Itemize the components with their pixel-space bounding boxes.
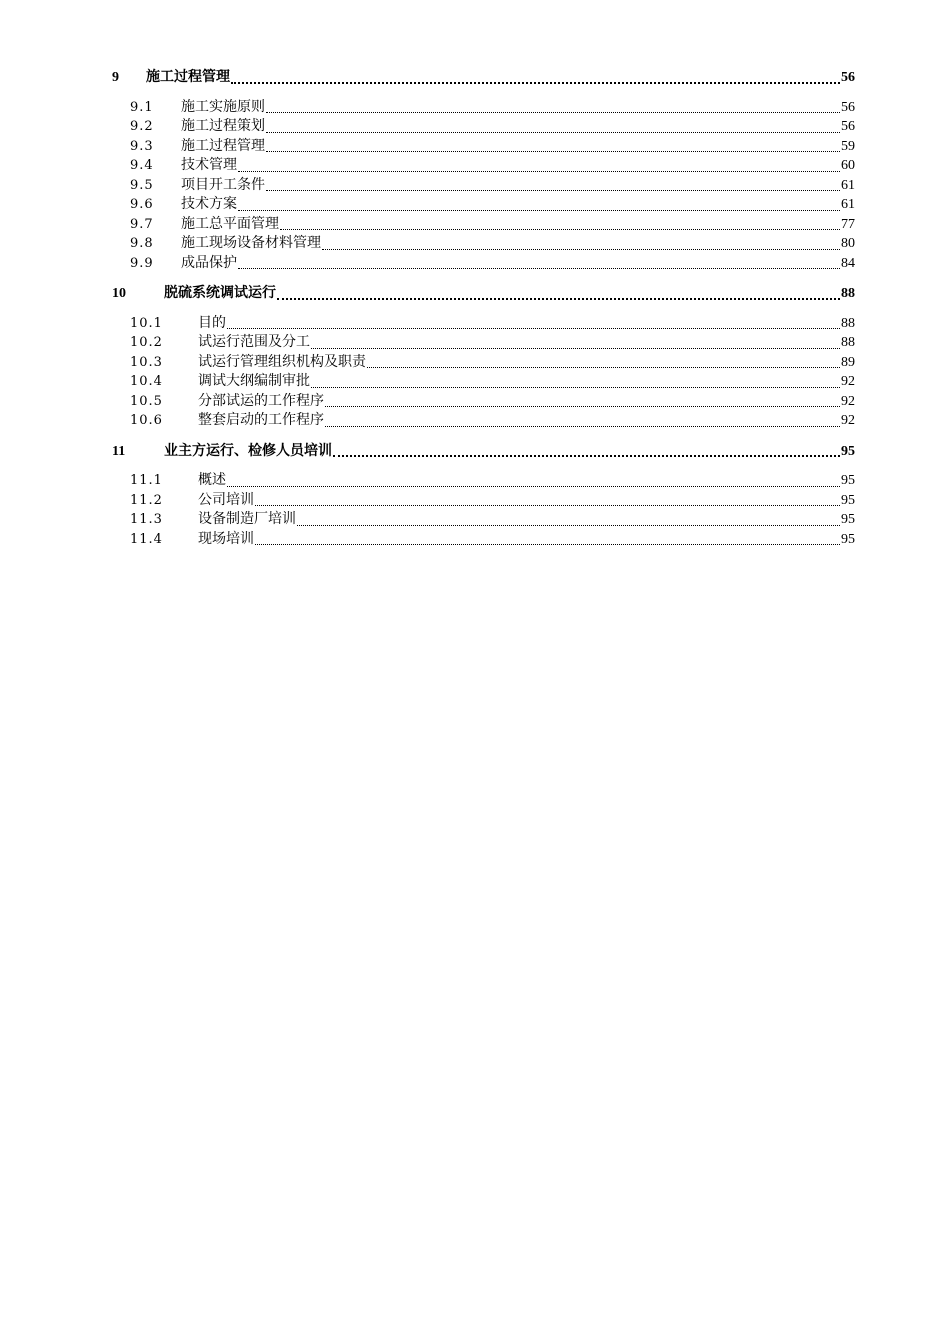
section-number: 9.8 — [130, 236, 154, 251]
dot-leader — [325, 406, 840, 407]
dot-leader — [297, 525, 840, 526]
toc-section-9-3[interactable] — [112, 137, 855, 157]
section-number: 10.4 — [130, 374, 163, 389]
section-title: 公司培训 — [198, 491, 254, 508]
section-page: 77 — [841, 216, 855, 232]
section-page: 89 — [841, 354, 855, 370]
section-number: 9.5 — [130, 177, 154, 193]
section-number: 11.3 — [130, 512, 163, 527]
chapter-title: 施工过程管理 — [146, 69, 230, 85]
toc-section-9-1[interactable] — [112, 98, 855, 118]
toc-section-11-3[interactable] — [112, 510, 855, 530]
dot-leader — [277, 298, 840, 300]
section-number: 10.1 — [130, 315, 163, 331]
section-title: 技术管理 — [181, 157, 237, 173]
chapter-number: 9 — [112, 70, 119, 85]
toc-section-9-8[interactable] — [112, 234, 855, 254]
section-page: 95 — [841, 492, 855, 508]
toc-section-11-1[interactable] — [112, 471, 855, 491]
section-number: 9.4 — [130, 158, 154, 173]
section-number: 11.2 — [130, 492, 163, 508]
section-number: 9.7 — [130, 216, 154, 232]
toc-chapter-11[interactable] — [112, 442, 855, 462]
toc-section-10-4[interactable] — [112, 372, 855, 392]
toc-section-9-4[interactable] — [112, 156, 855, 176]
section-title: 施工过程管理 — [181, 137, 265, 154]
section-title: 概述 — [198, 472, 226, 488]
section-number: 9.1 — [130, 99, 154, 115]
chapter-page: 95 — [841, 443, 855, 459]
section-title: 施工总平面管理 — [181, 215, 279, 232]
dot-leader — [238, 268, 840, 269]
dot-leader — [227, 486, 840, 487]
section-title: 设备制造厂培训 — [198, 511, 296, 527]
toc-section-10-1[interactable] — [112, 314, 855, 334]
chapter-page: 56 — [841, 70, 855, 85]
dot-leader — [266, 190, 840, 191]
section-page: 92 — [841, 393, 855, 409]
toc-chapter-10[interactable] — [112, 284, 855, 304]
section-page: 56 — [841, 99, 855, 115]
toc-section-9-2[interactable] — [112, 117, 855, 137]
section-title: 施工现场设备材料管理 — [181, 235, 321, 251]
dot-leader — [255, 544, 840, 545]
dot-leader — [367, 367, 840, 368]
section-title: 目的 — [198, 314, 226, 331]
chapter-page: 88 — [841, 286, 855, 301]
section-title: 现场培训 — [198, 530, 254, 547]
section-number: 10.5 — [130, 393, 163, 409]
section-title: 施工实施原则 — [181, 98, 265, 115]
toc-section-11-4[interactable] — [112, 530, 855, 550]
dot-leader — [266, 132, 840, 133]
section-title: 试运行范围及分工 — [198, 334, 310, 350]
section-number: 11.1 — [130, 473, 163, 488]
chapter-title: 业主方运行、检修人员培训 — [164, 442, 332, 459]
section-page: 95 — [841, 512, 855, 527]
section-page: 61 — [841, 197, 855, 212]
section-page: 80 — [841, 236, 855, 251]
chapter-number: 10 — [112, 286, 126, 301]
section-page: 61 — [841, 177, 855, 193]
dot-leader — [325, 426, 840, 427]
dot-leader — [227, 328, 840, 329]
section-page: 56 — [841, 119, 855, 134]
section-title: 成品保护 — [181, 254, 237, 271]
section-title: 整套启动的工作程序 — [198, 412, 324, 428]
section-page: 84 — [841, 255, 855, 271]
section-page: 88 — [841, 335, 855, 350]
section-title: 试运行管理组织机构及职责 — [198, 353, 366, 370]
section-title: 技术方案 — [181, 196, 237, 212]
section-page: 59 — [841, 138, 855, 154]
dot-leader — [266, 151, 840, 152]
dot-leader — [255, 505, 840, 506]
dot-leader — [322, 249, 840, 250]
section-number: 9.6 — [130, 197, 154, 212]
section-title: 分部试运的工作程序 — [198, 392, 324, 409]
dot-leader — [280, 229, 840, 230]
section-page: 92 — [841, 413, 855, 428]
dot-leader — [238, 171, 840, 172]
toc-section-10-3[interactable] — [112, 353, 855, 373]
toc-section-11-2[interactable] — [112, 491, 855, 511]
dot-leader — [266, 112, 840, 113]
dot-leader — [231, 82, 840, 84]
toc-section-9-5[interactable] — [112, 176, 855, 196]
toc-section-10-6[interactable] — [112, 411, 855, 431]
section-number: 11.4 — [130, 531, 163, 547]
dot-leader — [311, 348, 840, 349]
dot-leader — [311, 387, 840, 388]
section-number: 10.3 — [130, 354, 163, 370]
toc-section-9-9[interactable] — [112, 254, 855, 274]
toc-section-10-2[interactable] — [112, 333, 855, 353]
toc-section-9-7[interactable] — [112, 215, 855, 235]
dot-leader — [238, 210, 840, 211]
toc-chapter-9[interactable] — [112, 68, 855, 88]
dot-leader — [333, 455, 840, 457]
section-number: 9.9 — [130, 255, 154, 271]
section-title: 调试大纲编制审批 — [198, 373, 310, 389]
chapter-title: 脱硫系统调试运行 — [164, 285, 276, 301]
section-page: 88 — [841, 315, 855, 331]
section-number: 9.3 — [130, 138, 154, 154]
section-page: 95 — [841, 531, 855, 547]
section-number: 10.6 — [130, 413, 163, 428]
chapter-number: 11 — [112, 443, 126, 459]
section-title: 施工过程策划 — [181, 118, 265, 134]
section-title: 项目开工条件 — [181, 176, 265, 193]
section-number: 10.2 — [130, 335, 163, 350]
toc-section-9-6[interactable] — [112, 195, 855, 215]
section-page: 60 — [841, 158, 855, 173]
section-page: 92 — [841, 374, 855, 389]
toc-section-10-5[interactable] — [112, 392, 855, 412]
section-number: 9.2 — [130, 119, 154, 134]
section-page: 95 — [841, 473, 855, 488]
table-of-contents — [112, 68, 855, 549]
